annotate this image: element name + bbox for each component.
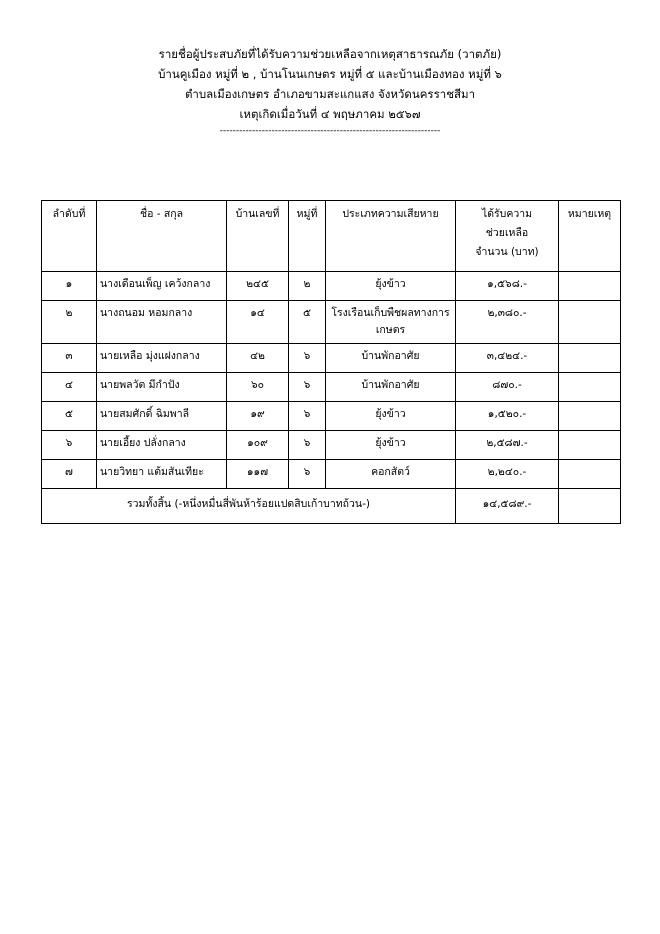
total-label: รวมทั้งสิ้น (-หนึ่งหมื่นสี่พันห้าร้อยแปดสิบเก้าบาทถ้วน-) [42,489,456,524]
table-row [42,373,621,402]
cell-amount: ๒,๒๔๐.- [456,460,559,489]
cell-order: ๑ [42,272,97,301]
cell-moo: ๖ [289,373,326,402]
total-note-cell [559,489,621,524]
header-divider: -------------------------------------------------------------------- [219,126,441,136]
col-header-house: บ้านเลขที่ [227,201,289,272]
cell-house: ๖๐ [227,373,289,402]
cell-order: ๕ [42,402,97,431]
cell-name: นายสมศักดิ์ ฉิมพาลี [97,402,227,431]
cell-amount: ๒,๕๘๗.- [456,431,559,460]
cell-note [559,402,621,431]
total-amount: ๑๔,๕๘๙.- [456,489,559,524]
document-title: รายชื่อผู้ประสบภัยที่ได้รับความช่วยเหลือจากเหตุสาธารณภัย (วาตภัย) [158,47,502,61]
cell-moo: ๖ [289,344,326,373]
col-header-name: ชื่อ - สกุล [97,201,227,272]
table-header-row [42,201,621,272]
cell-note [559,431,621,460]
cell-order: ๓ [42,344,97,373]
victims-table [41,200,621,524]
cell-moo: ๕ [289,301,326,344]
cell-name: นางเดือนเพ็ญ เคว้งกลาง [97,272,227,301]
cell-note [559,373,621,402]
table-row [42,272,621,301]
cell-name: นายเหลือ มุ่งแฝงกลาง [97,344,227,373]
col-header-order: ลำดับที่ [42,201,97,272]
document-header [0,44,660,136]
cell-damage: บ้านพักอาศัย [326,373,456,402]
cell-name: นายเอี้ยง ปลั่งกลาง [97,431,227,460]
cell-damage: ยุ้งข้าว [326,272,456,301]
cell-note [559,460,621,489]
table-row [42,431,621,460]
location-line: ตำบลเมืองเกษตร อำเภอขามสะแกแสง จังหวัดนครราชสีมา [184,87,476,101]
cell-order: ๗ [42,460,97,489]
cell-order: ๒ [42,301,97,344]
total-row [42,489,621,524]
col-header-note: หมายเหตุ [559,201,621,272]
incident-date-line: เหตุเกิดเมื่อวันที่ ๔ พฤษภาคม ๒๕๖๗ [239,107,421,121]
cell-name: นายพลวัต มีกำปัง [97,373,227,402]
cell-note [559,272,621,301]
cell-order: ๔ [42,373,97,402]
cell-damage: ยุ้งข้าว [326,431,456,460]
cell-house: ๔๒ [227,344,289,373]
cell-amount: ๑,๕๒๐.- [456,402,559,431]
col-header-amount-line2: ช่วยเหลือ [485,227,529,239]
cell-order: ๖ [42,431,97,460]
col-header-damage: ประเภทความเสียหาย [326,201,456,272]
cell-damage: ยุ้งข้าว [326,402,456,431]
cell-amount: ๑,๕๖๘.- [456,272,559,301]
table-row [42,402,621,431]
cell-moo: ๖ [289,402,326,431]
col-header-amount-line3: จำนวน (บาท) [475,246,539,258]
cell-amount: ๘๗๐.- [456,373,559,402]
cell-damage: บ้านพักอาศัย [326,344,456,373]
villages-line: บ้านคูเมือง หมู่ที่ ๒ , บ้านโนนเกษตร หมู่ที่ ๕ และบ้านเมืองทอง หมู่ที่ ๖ [158,67,502,81]
cell-moo: ๒ [289,272,326,301]
col-header-amount [456,201,559,272]
table-row [42,460,621,489]
col-header-amount-line1: ได้รับความ [481,208,533,220]
cell-damage: คอกสัตว์ [326,460,456,489]
cell-moo: ๖ [289,431,326,460]
cell-name: นางถนอม หอมกลาง [97,301,227,344]
table-row [42,301,621,344]
col-header-moo: หมู่ที่ [289,201,326,272]
cell-house: ๑๔ [227,301,289,344]
cell-note [559,301,621,344]
cell-house: ๒๔๕ [227,272,289,301]
cell-moo: ๖ [289,460,326,489]
cell-house: ๑๐๙ [227,431,289,460]
cell-amount: ๒,๓๘๐.- [456,301,559,344]
cell-house: ๑๙ [227,402,289,431]
table-row [42,344,621,373]
cell-note [559,344,621,373]
cell-house: ๑๑๗ [227,460,289,489]
cell-amount: ๓,๔๒๔.- [456,344,559,373]
cell-name: นายวิทยา แต้มสันเทียะ [97,460,227,489]
cell-damage: โรงเรือนเก็บพืชผลทางการเกษตร [326,301,456,344]
